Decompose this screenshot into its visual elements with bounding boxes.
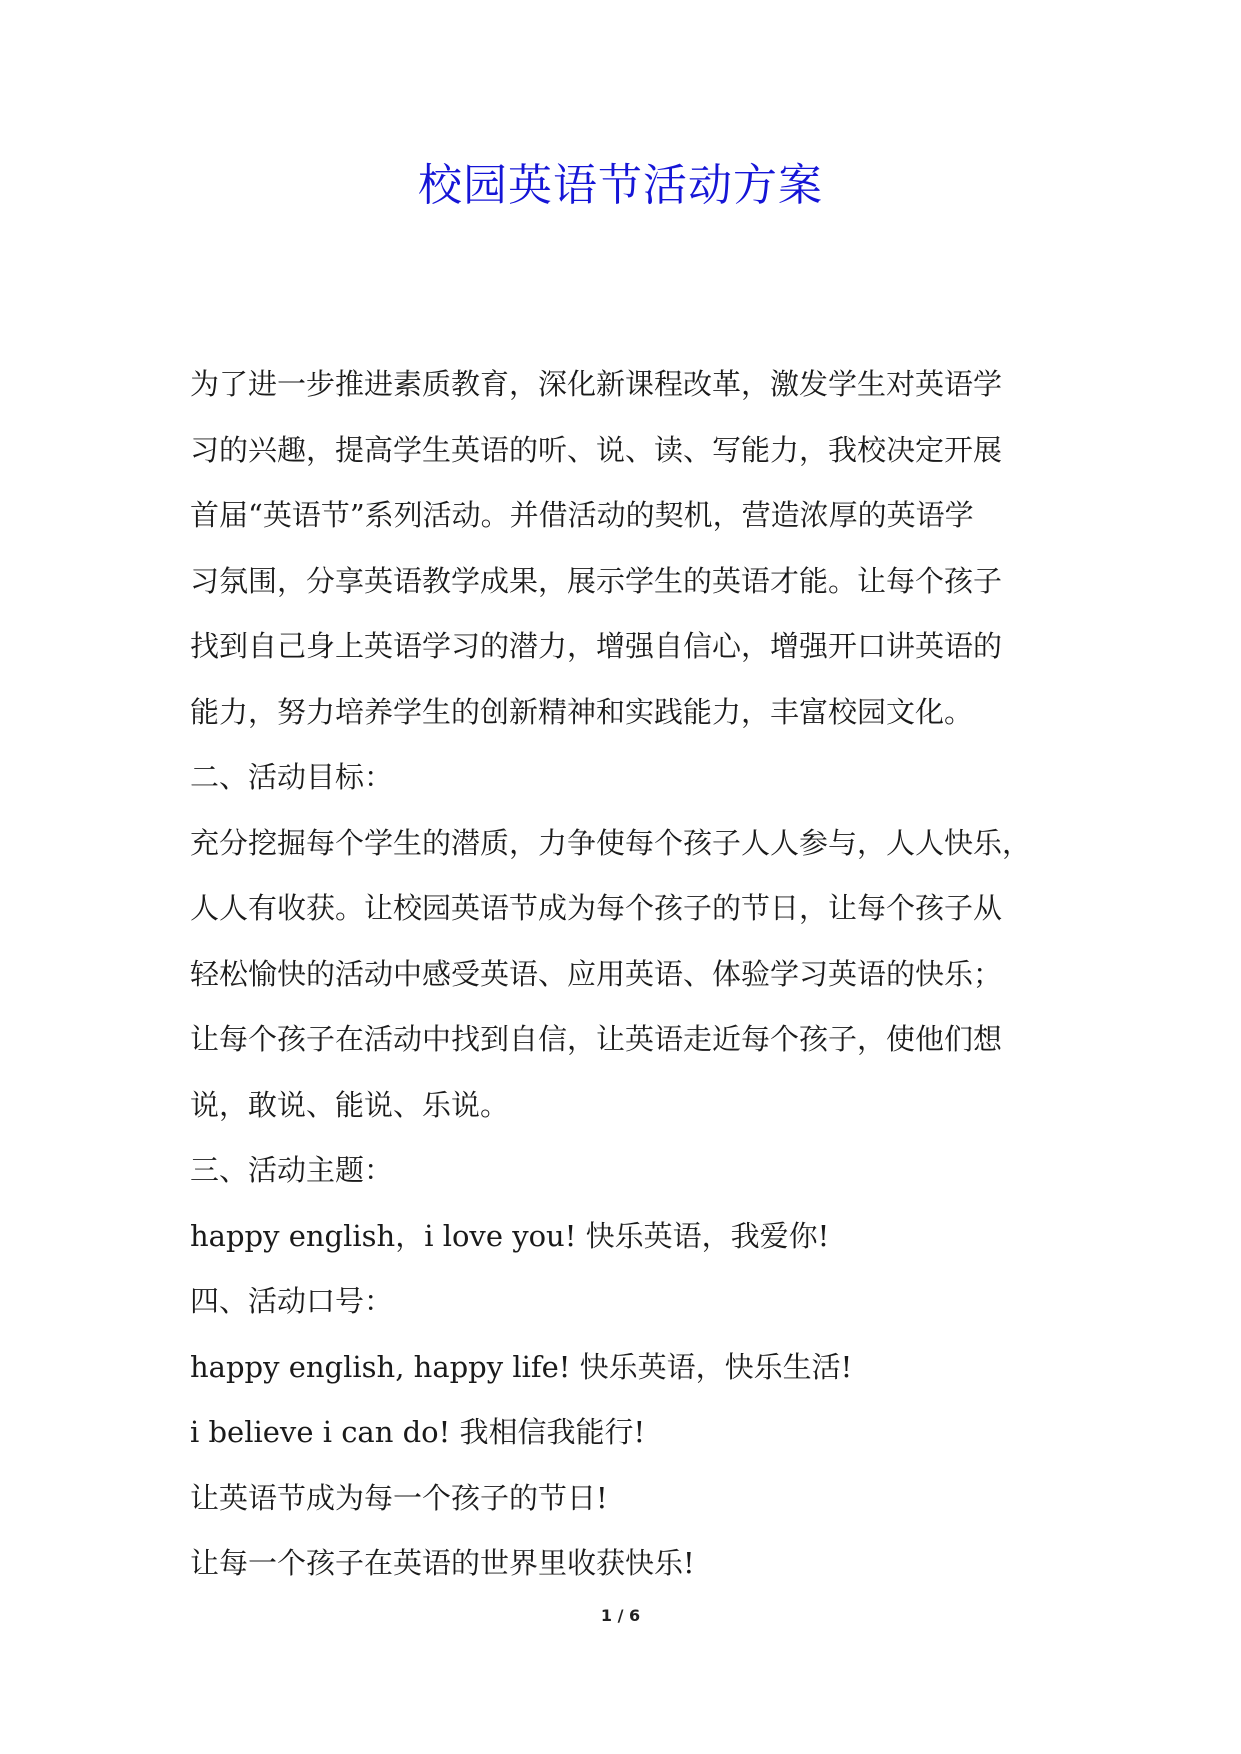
paragraph-line: 让每个孩子在活动中找到自信，让英语走近每个孩子，使他们想: [190, 1022, 1003, 1056]
slogan-line: 让英语节成为每一个孩子的节日!: [190, 1480, 608, 1515]
slogan-line: i believe i can do! 我相信我能行!: [190, 1415, 646, 1449]
document-body: [190, 352, 1060, 1597]
paragraph-line: 充分挖掘每个学生的潜质，力争使每个孩子人人参与，人人快乐，: [190, 825, 1032, 860]
paragraph-line: 轻松愉快的活动中感受英语、应用英语、体验学习英语的快乐；: [190, 956, 1003, 991]
document-title: 校园英语节活动方案: [418, 160, 823, 211]
paragraph-line: 找到自己身上英语学习的潜力，增强自信心，增强开口讲英语的: [190, 629, 1003, 663]
paragraph-line: 为了进一步推进素质教育，深化新课程改革，激发学生对英语学: [190, 367, 1003, 401]
paragraph-line: 能力，努力培养学生的创新精神和实践能力，丰富校园文化。: [190, 694, 974, 729]
section-heading-theme: 三、活动主题：: [190, 1153, 394, 1187]
paragraph-line: 首届“英语节”系列活动。并借活动的契机，营造浓厚的英语学: [190, 498, 974, 532]
paragraph-line: 习的兴趣，提高学生英语的听、说、读、写能力，我校决定开展: [190, 432, 1003, 467]
slogan-line: happy english, happy life! 快乐英语，快乐生活!: [190, 1349, 853, 1384]
section-heading-goals: 二、活动目标：: [190, 760, 394, 794]
paragraph-line: 习氛围，分享英语教学成果，展示学生的英语才能。让每个孩子: [190, 563, 1003, 598]
paragraph-line: 说，敢说、能说、乐说。: [190, 1087, 510, 1122]
slogan-line: 让每一个孩子在英语的世界里收获快乐!: [190, 1546, 695, 1580]
page-number: 1 / 6: [600, 1606, 641, 1625]
paragraph-line: 人人有收获。让校园英语节成为每个孩子的节日，让每个孩子从: [190, 891, 1003, 925]
theme-line: happy english，i love you! 快乐英语，我爱你!: [190, 1218, 830, 1253]
section-heading-slogan: 四、活动口号：: [190, 1284, 394, 1318]
